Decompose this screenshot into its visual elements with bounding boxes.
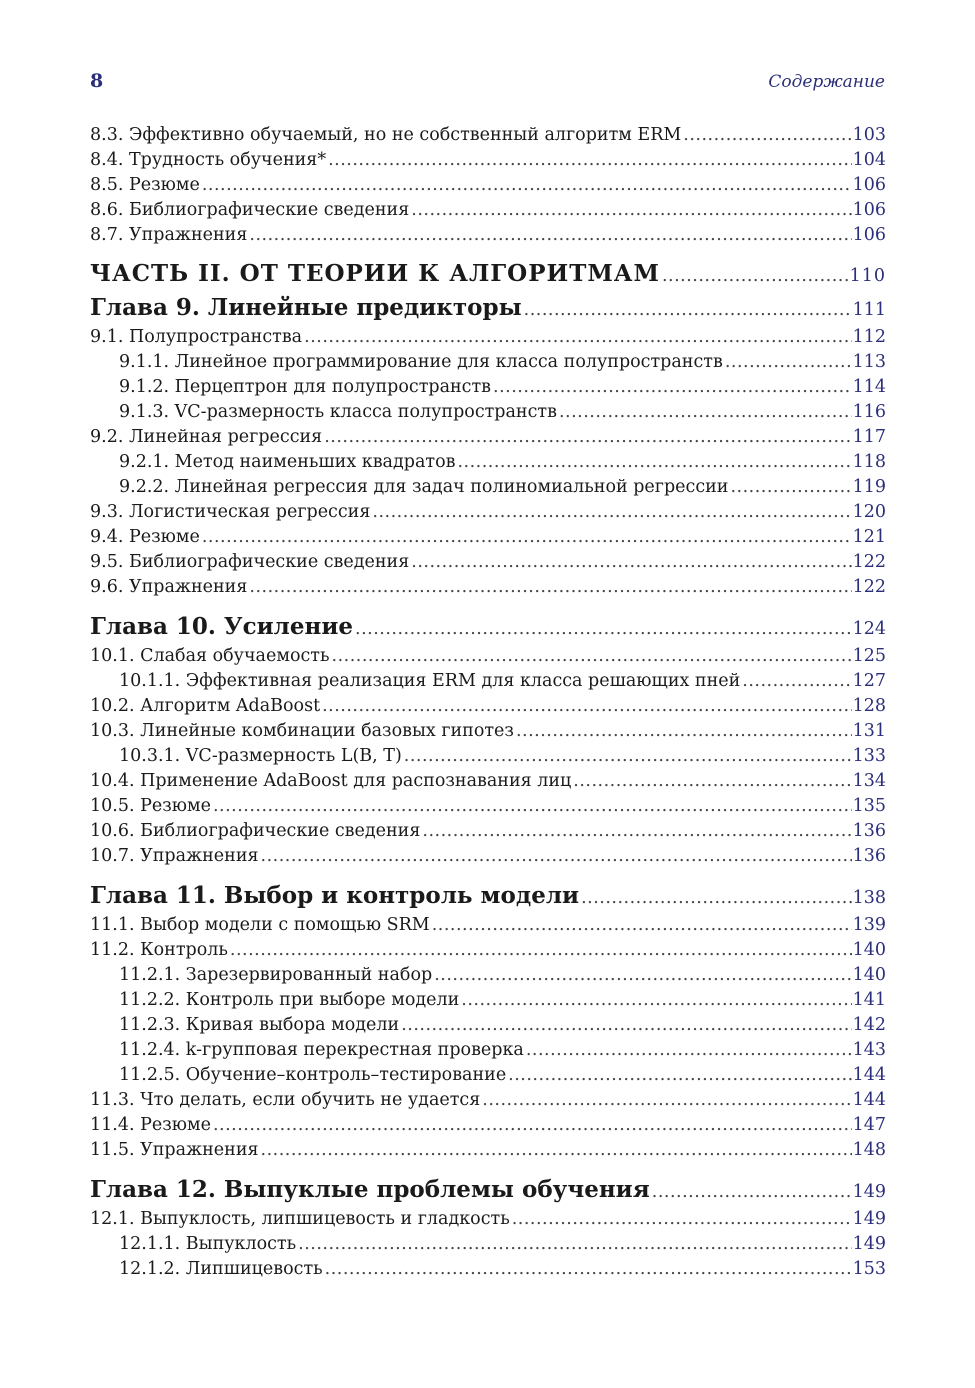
dot-leader (411, 198, 851, 223)
page-ref: 141 (852, 990, 886, 1010)
dot-leader (355, 612, 852, 646)
toc-chapter-heading[interactable]: Глава 11. Выбор и контроль модели ..... 138 (90, 879, 886, 913)
toc-subentry[interactable]: 10.1.1. Эффективная реализация ERM для класса решающих пней ..... 127 (90, 669, 886, 694)
page-ref: 140 (852, 965, 886, 985)
toc-subentry[interactable]: 11.2.2. Контроль при выборе модели ..... 141 (90, 988, 886, 1013)
toc-entry[interactable]: 11.2. Контроль ..... 140 (90, 938, 886, 963)
toc-entry[interactable]: 9.3. Логистическая регрессия ..... 120 (90, 500, 886, 525)
toc-subentry[interactable]: 9.2.1. Метод наименьших квадратов ..... 118 (90, 450, 886, 475)
dot-leader (432, 913, 852, 938)
dot-leader (249, 575, 851, 600)
page-ref: 142 (852, 1015, 886, 1035)
toc-entry[interactable]: 10.1. Слабая обучаемость ..... 125 (90, 644, 886, 669)
page-ref: 113 (852, 352, 886, 372)
page-ref: 125 (852, 646, 886, 666)
page-ref: 136 (852, 846, 886, 866)
page-ref: 121 (852, 527, 886, 547)
dot-leader (742, 669, 851, 694)
toc-entry[interactable]: 8.3. Эффективно обучаемый, но не собственный алгоритм ERM ..... 103 (90, 123, 886, 148)
dot-leader (213, 1113, 852, 1138)
toc-entry[interactable]: 12.1. Выпуклость, липшицевость и гладкость ..... 149 (90, 1207, 886, 1232)
toc-entry[interactable]: 9.6. Упражнения ..... 122 (90, 575, 886, 600)
toc-entry[interactable]: 9.5. Библиографические сведения ..... 122 (90, 550, 886, 575)
table-of-contents (90, 123, 886, 1282)
dot-leader (508, 1063, 851, 1088)
page-ref: 127 (852, 671, 886, 691)
dot-leader (304, 325, 851, 350)
dot-leader (461, 988, 851, 1013)
page-ref: 147 (852, 1115, 886, 1135)
dot-leader (730, 475, 851, 500)
toc-entry[interactable]: 10.2. Алгоритм AdaBoost ..... 128 (90, 694, 886, 719)
dot-leader (581, 881, 851, 915)
dot-leader (725, 350, 852, 375)
page-ref: 116 (852, 402, 886, 422)
toc-entry[interactable]: 10.4. Применение AdaBoost для распознавания лиц ..... 134 (90, 769, 886, 794)
toc-chapter-heading[interactable]: Глава 10. Усиление ..... 124 (90, 610, 886, 644)
dot-leader (526, 1038, 852, 1063)
page-ref: 149 (852, 1182, 886, 1202)
page-ref: 119 (852, 477, 886, 497)
dot-leader (261, 844, 852, 869)
page-ref: 149 (852, 1234, 886, 1254)
page-ref: 134 (852, 771, 886, 791)
dot-leader (683, 123, 851, 148)
toc-entry[interactable]: 10.7. Упражнения ..... 136 (90, 844, 886, 869)
page-ref: 133 (852, 746, 886, 766)
page-ref: 144 (852, 1090, 886, 1110)
dot-leader (322, 694, 851, 719)
toc-subentry[interactable]: 9.2.2. Линейная регрессия для задач полиномиальной регрессии ..... 119 (90, 475, 886, 500)
toc-subentry[interactable]: 11.2.1. Зарезервированный набор ..... 140 (90, 963, 886, 988)
dot-leader (230, 938, 852, 963)
page-ref: 131 (852, 721, 886, 741)
dot-leader (512, 1207, 852, 1232)
toc-entry[interactable]: 11.3. Что делать, если обучить не удается ..... 144 (90, 1088, 886, 1113)
dot-leader (249, 223, 851, 248)
dot-leader (325, 1257, 852, 1282)
toc-entry[interactable]: 10.3. Линейные комбинации базовых гипотез ..... 131 (90, 719, 886, 744)
dot-leader (261, 1138, 852, 1163)
dot-leader (662, 259, 849, 293)
page-ref: 139 (852, 915, 886, 935)
toc-subentry[interactable]: 9.1.1. Линейное программирование для класса полупространств ..... 113 (90, 350, 886, 375)
toc-entry[interactable]: 8.7. Упражнения ..... 106 (90, 223, 886, 248)
toc-entry[interactable]: 10.6. Библиографические сведения ..... 136 (90, 819, 886, 844)
page-ref: 114 (852, 377, 886, 397)
page-ref: 106 (852, 225, 886, 245)
toc-entry[interactable]: 10.5. Резюме ..... 135 (90, 794, 886, 819)
toc-subentry[interactable]: 11.2.4. k-групповая перекрестная проверка ..... 143 (90, 1038, 886, 1063)
running-title: Содержание (768, 72, 885, 92)
page-ref: 122 (852, 577, 886, 597)
running-header (90, 70, 885, 96)
dot-leader (202, 173, 852, 198)
page-ref: 112 (852, 327, 886, 347)
page-ref: 106 (852, 175, 886, 195)
dot-leader (457, 450, 851, 475)
page-ref: 128 (852, 696, 886, 716)
page-ref: 110 (849, 266, 886, 286)
page-ref: 136 (852, 821, 886, 841)
toc-chapter-heading[interactable]: Глава 12. Выпуклые проблемы обучения ..... 149 (90, 1173, 886, 1207)
toc-subentry[interactable]: 9.1.3. VC-размерность класса полупространств ..... 116 (90, 400, 886, 425)
page-ref: 144 (852, 1065, 886, 1085)
dot-leader (328, 148, 852, 173)
dot-leader (493, 375, 852, 400)
toc-chapter-heading[interactable]: Глава 9. Линейные предикторы ..... 111 (90, 291, 886, 325)
page-ref: 103 (852, 125, 886, 145)
dot-leader (652, 1175, 852, 1209)
toc-subentry[interactable]: 11.2.5. Обучение–контроль–тестирование ..... 144 (90, 1063, 886, 1088)
dot-leader (422, 819, 851, 844)
dot-leader (411, 550, 851, 575)
toc-entry[interactable]: 11.1. Выбор модели с помощью SRM ..... 139 (90, 913, 886, 938)
page-ref: 106 (852, 200, 886, 220)
dot-leader (573, 769, 851, 794)
toc-entry[interactable]: 11.4. Резюме ..... 147 (90, 1113, 886, 1138)
toc-subentry[interactable]: 11.2.3. Кривая выбора модели ..... 142 (90, 1013, 886, 1038)
page-ref: 135 (852, 796, 886, 816)
dot-leader (401, 1013, 851, 1038)
toc-subentry[interactable]: 12.1.1. Выпуклость ..... 149 (90, 1232, 886, 1257)
dot-leader (332, 644, 852, 669)
page-ref: 153 (852, 1259, 886, 1279)
page-ref: 120 (852, 502, 886, 522)
toc-subentry[interactable]: 9.1.2. Перцептрон для полупространств ..... 114 (90, 375, 886, 400)
dot-leader (516, 719, 852, 744)
toc-entry[interactable]: 8.5. Резюме ..... 106 (90, 173, 886, 198)
dot-leader (213, 794, 852, 819)
toc-entry[interactable]: 11.5. Упражнения ..... 148 (90, 1138, 886, 1163)
dot-leader (524, 293, 852, 327)
page-number: 8 (90, 70, 104, 92)
page-ref: 111 (852, 300, 886, 320)
page-ref: 104 (852, 150, 886, 170)
page-ref: 122 (852, 552, 886, 572)
toc-entry[interactable]: 8.4. Трудность обучения* ..... 104 (90, 148, 886, 173)
toc-subentry[interactable]: 10.3.1. VC-размерность L(B, T) ..... 133 (90, 744, 886, 769)
page-ref: 138 (852, 888, 886, 908)
toc-subentry[interactable]: 12.1.2. Липшицевость ..... 153 (90, 1257, 886, 1282)
dot-leader (202, 525, 852, 550)
page-ref: 143 (852, 1040, 886, 1060)
page-ref: 117 (852, 427, 886, 447)
dot-leader (434, 963, 851, 988)
dot-leader (324, 425, 851, 450)
dot-leader (298, 1232, 851, 1257)
toc-entry[interactable]: 9.4. Резюме ..... 121 (90, 525, 886, 550)
toc-entry[interactable]: 9.2. Линейная регрессия ..... 117 (90, 425, 886, 450)
dot-leader (559, 400, 852, 425)
toc-entry[interactable]: 8.6. Библиографические сведения ..... 106 (90, 198, 886, 223)
toc-entry[interactable]: 9.1. Полупространства ..... 112 (90, 325, 886, 350)
page-ref: 148 (852, 1140, 886, 1160)
toc-part-heading[interactable]: ЧАСТЬ II. ОТ ТЕОРИИ К АЛГОРИТМАМ ..... 110 (90, 257, 886, 291)
dot-leader (482, 1088, 851, 1113)
dot-leader (372, 500, 851, 525)
page-ref: 140 (852, 940, 886, 960)
page-ref: 118 (852, 452, 886, 472)
page-ref: 124 (852, 619, 886, 639)
dot-leader (404, 744, 852, 769)
page-ref: 149 (852, 1209, 886, 1229)
